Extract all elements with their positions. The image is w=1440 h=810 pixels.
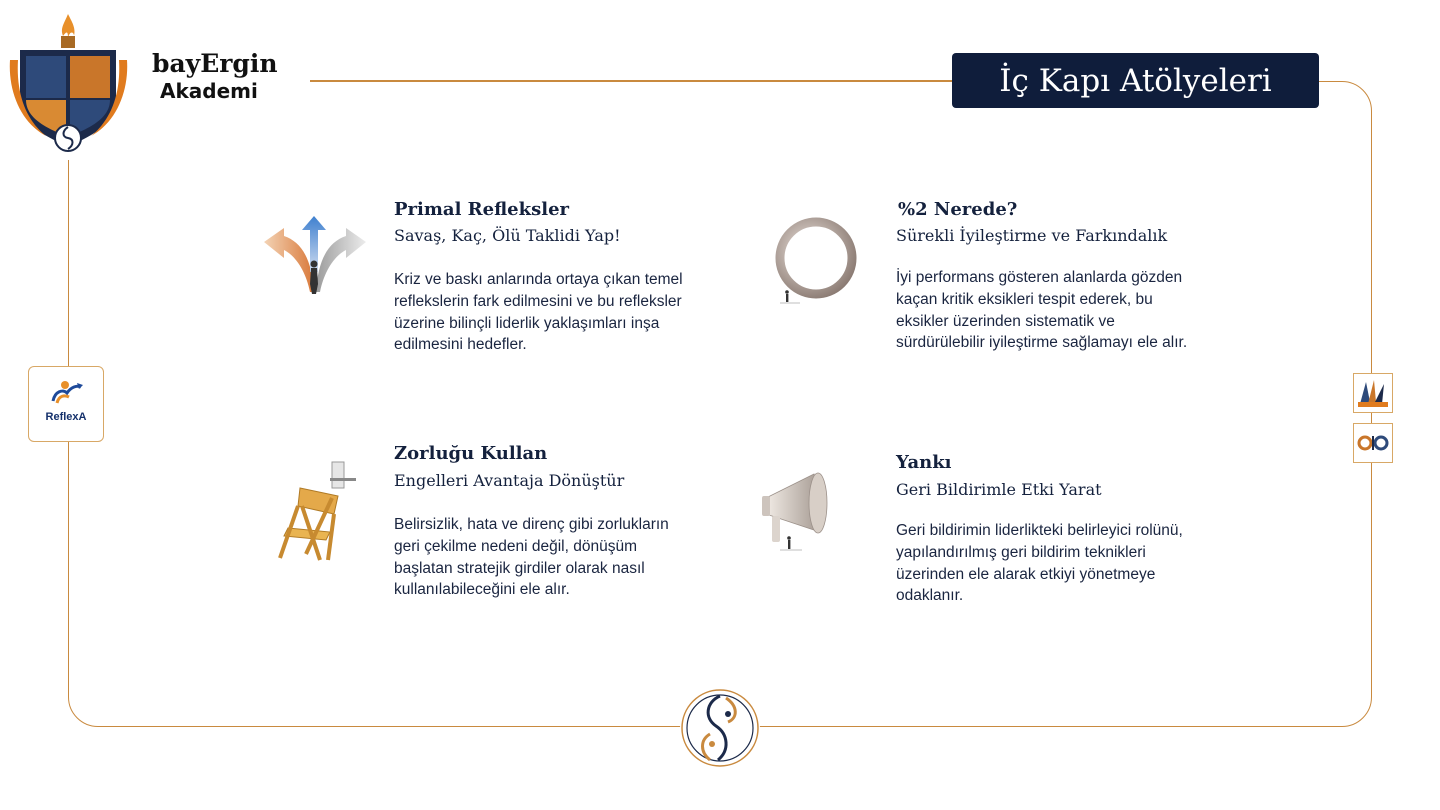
card-body: Kriz ve baskı anlarında ortaya çıkan temel reflekslerin fark edilmesini ve bu refleksler üzerine bilinçli liderlik yaklaşımları inşa edilmesini hedefler. [394, 271, 683, 354]
reflexa-badge[interactable] [28, 366, 104, 442]
card-body: İyi performans gösteren alanlarda gözden kaçan kritik eksikleri tespit ederek, bu eksikler üzerinden sistematik ve sürdürülebilir iyileştirme sağlamayı ele alır. [896, 269, 1188, 352]
brand-subtitle: Akademi [160, 79, 258, 103]
fan-hands-icon [1354, 374, 1392, 412]
card-body: Geri bildirimin liderlikteki belirleyici rolünü, yapılandırılmış geri bildirim teknikleri üzerinden ele alarak etkiyi yönetmeye odaklanır. [896, 522, 1183, 605]
ring-icon [770, 210, 865, 310]
megaphone-icon [758, 470, 833, 560]
card-subtitle: Engelleri Avantaja Dönüştür [394, 471, 625, 490]
academy-crest-logo [6, 10, 131, 155]
crest-thumbnail-1[interactable] [1353, 373, 1393, 413]
card-subtitle: Sürekli İyileştirme ve Farkındalık [896, 226, 1168, 245]
reflexa-label: ReflexA [45, 411, 87, 423]
header-divider [310, 80, 960, 81]
yin-yang-emblem-icon [680, 688, 760, 768]
card-body: Belirsizlik, hata ve direnç gibi zorlukların geri çekilme nedeni değil, dönüşüm başlatan stratejik girdiler olarak nasıl kullanılabileceğini ele alır. [394, 516, 669, 599]
arrows-crossroad-icon [250, 212, 375, 302]
page-title-banner [952, 53, 1319, 108]
chair-door-icon [272, 458, 362, 566]
gears-people-icon [1354, 424, 1392, 462]
page-title: İç Kapı Atölyeleri [999, 62, 1272, 99]
card-subtitle: Geri Bildirimle Etki Yarat [896, 480, 1102, 499]
brand-name: bayErgin [152, 49, 278, 78]
reflexa-logo-icon [29, 367, 105, 411]
card-title: Zorluğu Kullan [394, 443, 548, 464]
card-title: Yankı [896, 452, 952, 473]
card-subtitle: Savaş, Kaç, Ölü Taklidi Yap! [394, 226, 621, 245]
card-title: %2 Nerede? [898, 199, 1018, 220]
card-title: Primal Refleksler [394, 199, 569, 220]
brand [152, 50, 278, 104]
crest-thumbnail-2[interactable] [1353, 423, 1393, 463]
content-frame [68, 81, 1372, 727]
